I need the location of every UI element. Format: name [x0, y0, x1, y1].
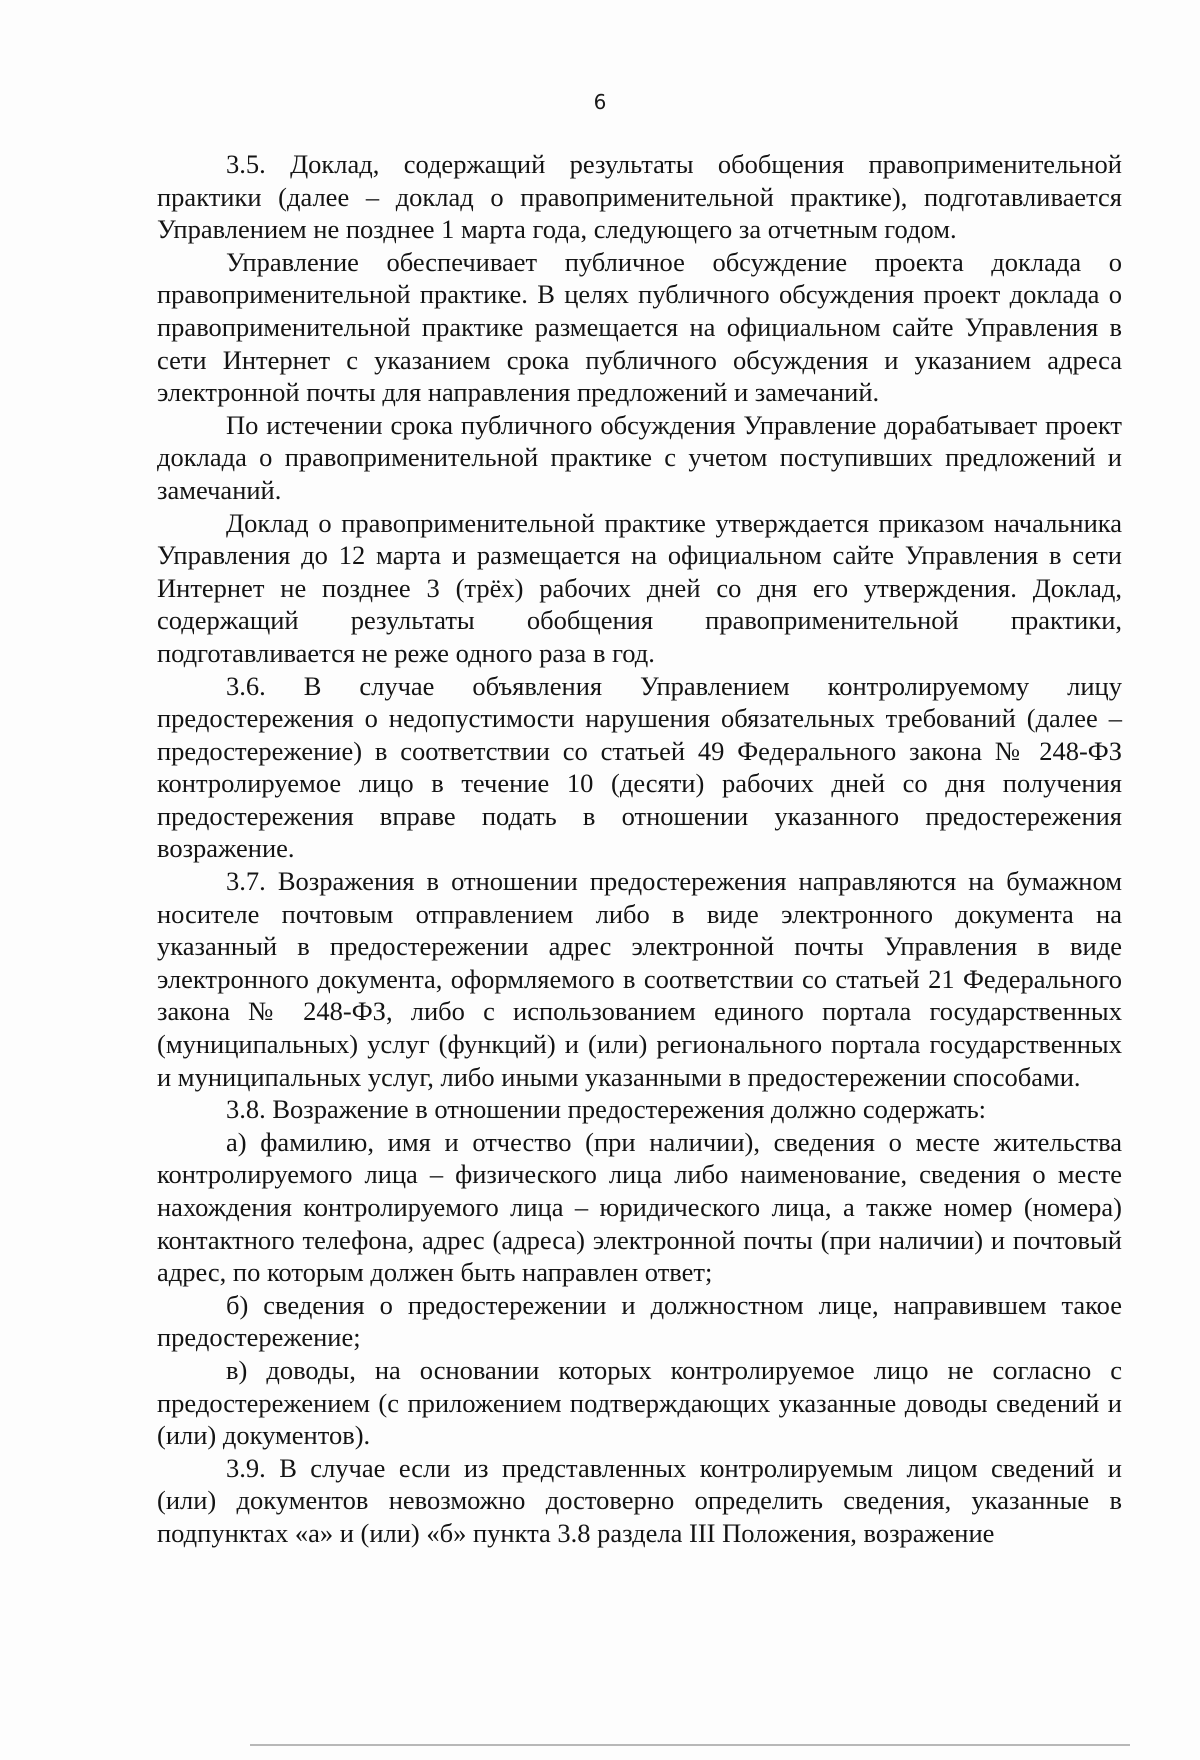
- document-body: [157, 148, 1122, 1550]
- list-item-a: а) фамилию, имя и отчество (при наличии), сведения о месте жительства контролируемого лица – физического лица либо наименование, сведения о месте нахождения контролируемого лица – юридического лица, а также номер (номера) контактного телефона, адрес (адреса) электронной почты (при наличии) и почтовый адрес, по которым должен быть направлен ответ;: [157, 1126, 1122, 1288]
- paragraph-3-8: 3.8. Возражение в отношении предостережения должно содержать:: [226, 1094, 987, 1125]
- list-item-b: б) сведения о предостережении и должностном лице, направившем такое предостережение;: [157, 1289, 1122, 1353]
- paragraph-3-6: 3.6. В случае объявления Управлением контролируемому лицу предостережения о недопустимости нарушения обязательных требований (далее – предостережение) в соответствии со статьей 49 Федерального закона № 248-ФЗ контролируемое лицо в течение 10 (десяти) рабочих дней со дня получения предостережения вправе подать в отношении указанного предостережения возражение.: [157, 670, 1122, 864]
- list-item-v: в) доводы, на основании которых контролируемое лицо не согласно с предостережением (с приложением подтверждающих указанные доводы сведений и (или) документов).: [157, 1354, 1122, 1451]
- paragraph-revision: По истечении срока публичного обсуждения Управление дорабатывает проект доклада о правоприменительной практике с учетом поступивших предложений и замечаний.: [157, 409, 1122, 505]
- paragraph-approval: Доклад о правоприменительной практике утверждается приказом начальника Управления до 12 марта и размещается на официальном сайте Управления в сети Интернет не позднее 3 (трёх) рабочих дней со дня его утверждения. Доклад, содержащий результаты обобщения правоприменительной практики, подготавливается не реже одного раза в год.: [157, 507, 1122, 668]
- paragraph-public-discussion: Управление обеспечивает публичное обсуждение проекта доклада о правоприменительной практике. В целях публичного обсуждения проект доклада о правоприменительной практике размещается на официальном сайте Управления в сети Интернет с указанием срока публичного обсуждения и указанием адреса электронной почты для направления предложений и замечаний.: [157, 246, 1122, 408]
- paragraph-3-9: 3.9. В случае если из представленных контролируемым лицом сведений и (или) документов невозможно достоверно определить сведения, указанные в подпунктах «а» и (или) «б» пункта 3.8 раздела III Положения, возражение: [157, 1452, 1122, 1548]
- paragraph-3-5: 3.5. Доклад, содержащий результаты обобщения правоприменительной практики (далее – доклад о правоприменительной практике), подготавливается Управлением не позднее 1 марта года, следующего за отчетным годом.: [157, 149, 1122, 245]
- scan-edge-line: [250, 1744, 1130, 1746]
- page-number: 6: [593, 90, 607, 114]
- paragraph-3-7: 3.7. Возражения в отношении предостережения направляются на бумажном носителе почтовым отправлением либо в виде электронного документа на указанный в предостережении адрес электронной почты Управления в виде электронного документа, оформляемого в соответствии со статьей 21 Федерального закона № 248-ФЗ, либо с использованием единого портала государственных (муниципальных) услуг (функций) и (или) регионального портала государственных и муниципальных услуг, либо иными указанными в предостережении способами.: [157, 866, 1122, 1092]
